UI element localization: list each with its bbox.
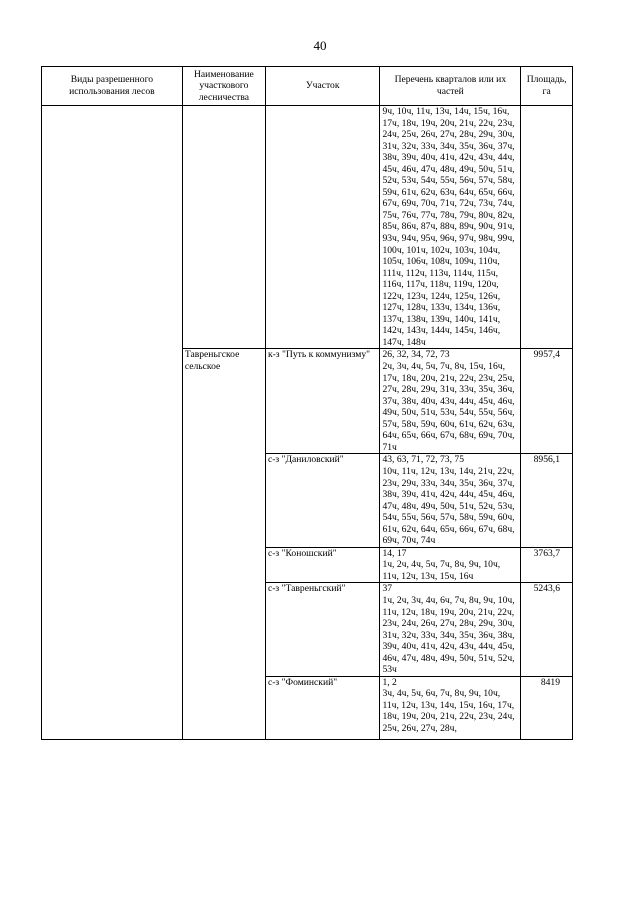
forestry-cell: [182, 106, 265, 349]
header-area: Площадь, га: [521, 67, 573, 106]
plot-cell: с-з "Даниловский": [265, 454, 380, 547]
header-quarters: Перечень кварталов или их частей: [380, 67, 521, 106]
quarters-cell: [380, 547, 521, 583]
table-row: [42, 106, 573, 349]
header-plot: Участок: [265, 67, 380, 106]
quarters-full: 37: [382, 583, 393, 595]
plot-cell: к-з "Путь к коммунизму": [265, 349, 380, 454]
area-cell: 3763,7: [521, 547, 573, 583]
plot-cell: с-з "Коношский": [265, 547, 380, 583]
quarters-full: 26, 32, 34, 72, 73: [382, 349, 450, 361]
forest-use-table: [41, 66, 573, 740]
quarters-full: 43, 63, 71, 72, 73, 75: [382, 454, 464, 466]
table-header-row: [42, 67, 573, 106]
area-cell: [521, 106, 573, 349]
use-type-cell: [42, 106, 183, 740]
area-cell: 8956,1: [521, 454, 573, 547]
area-cell: 5243,6: [521, 583, 573, 676]
quarters-clip: [382, 677, 518, 739]
plot-cell: с-з "Фоминский": [265, 676, 380, 739]
quarters-partial: 10ч, 11ч, 12ч, 13ч, 14ч, 21ч, 22ч, 23ч, 29ч, 33ч, 34ч, 35ч, 36ч, 37ч, 38ч, 39ч, 41ч, 42ч, 44ч, 45ч, 46ч, 47ч, 48ч, 49ч, 50ч, 51ч, 52ч, 53ч, 54ч, 55ч, 56ч, 57ч, 58ч, 59ч, 60ч, 61ч, 62ч, 64ч, 65ч, 66ч, 67ч, 68ч, 69ч, 70ч, 74ч: [382, 465, 515, 547]
quarters-cell: [380, 454, 521, 547]
quarters-partial: 3ч, 4ч, 5ч, 6ч, 7ч, 8ч, 9ч, 10ч, 11ч, 12ч, 13ч, 14ч, 15ч, 16ч, 17ч, 18ч, 19ч, 20ч, 21ч, 22ч, 23ч, 24ч, 25ч, 26ч, 27ч, 28ч,: [382, 688, 515, 734]
area-cell: 9957,4: [521, 349, 573, 454]
quarters-partial: 2ч, 3ч, 4ч, 5ч, 7ч, 8ч, 15ч, 16ч, 17ч, 18ч, 20ч, 21ч, 22ч, 23ч, 25ч, 27ч, 28ч, 29ч, 31ч, 33ч, 35ч, 36ч, 37ч, 38ч, 40ч, 43ч, 44ч, 45ч, 46ч, 49ч, 50ч, 51ч, 53ч, 54ч, 55ч, 56ч, 57ч, 58ч, 59ч, 60ч, 61ч, 62ч, 63ч, 64ч, 65ч, 66ч, 67ч, 68ч, 69ч, 70ч, 71ч: [382, 361, 515, 453]
plot-cell: [265, 106, 380, 349]
quarters-cell: [380, 106, 521, 349]
quarters-cell: [380, 349, 521, 454]
header-use-type: Виды разрешенного использования лесов: [42, 67, 183, 106]
area-cell: 8419: [521, 676, 573, 739]
quarters-cell: [380, 676, 521, 739]
quarters-continuation: 9ч, 10ч, 11ч, 13ч, 14ч, 15ч, 16ч, 17ч, 18ч, 19ч, 20ч, 21ч, 22ч, 23ч, 24ч, 25ч, 26ч, 27ч, 28ч, 29ч, 30ч, 31ч, 32ч, 33ч, 34ч, 35ч, 36ч, 37ч, 38ч, 39ч, 40ч, 41ч, 42ч, 43ч, 44ч, 45ч, 46ч, 47ч, 48ч, 49ч, 50ч, 51ч, 52ч, 53ч, 54ч, 55ч, 56ч, 57ч, 58ч, 59ч, 61ч, 62ч, 63ч, 64ч, 65ч, 66ч, 67ч, 69ч, 70ч, 71ч, 72ч, 73ч, 74ч, 75ч, 76ч, 77ч, 78ч, 79ч, 80ч, 82ч, 85ч, 86ч, 87ч, 88ч, 89ч, 90ч, 91ч, 93ч, 94ч, 95ч, 96ч, 97ч, 98ч, 99ч, 100ч, 101ч, 102ч, 103ч, 104ч, 105ч, 106ч, 108ч, 109ч, 110ч, 111ч, 112ч, 113ч, 114ч, 115ч, 116ч, 117ч, 118ч, 119ч, 120ч, 122ч, 123ч, 124ч, 125ч, 126ч, 127ч, 128ч, 133ч, 134ч, 136ч, 137ч, 138ч, 139ч, 140ч, 141ч, 142ч, 143ч, 144ч, 145ч, 146ч, 147ч, 148ч: [382, 106, 515, 348]
header-forestry: Наименование участкового лесничества: [182, 67, 265, 106]
quarters-cell: [380, 583, 521, 676]
quarters-partial: 1ч, 2ч, 3ч, 4ч, 6ч, 7ч, 8ч, 9ч, 10ч, 11ч, 12ч, 18ч, 19ч, 20ч, 21ч, 22ч, 23ч, 24ч, 26ч, 27ч, 28ч, 29ч, 30ч, 31ч, 32ч, 33ч, 34ч, 35ч, 36ч, 38ч, 39ч, 40ч, 41ч, 42ч, 43ч, 44ч, 45ч, 46ч, 47ч, 48ч, 49ч, 50ч, 51ч, 52ч, 53ч: [382, 594, 515, 676]
page-number: 40: [313, 38, 327, 53]
forestry-cell: Тавреньгское сельское: [182, 349, 265, 739]
quarters-full: 1, 2: [382, 676, 397, 688]
quarters-full: 14, 17: [382, 547, 407, 559]
plot-cell: с-з "Тавреньгский": [265, 583, 380, 676]
quarters-partial: 1ч, 2ч, 4ч, 5ч, 7ч, 8ч, 9ч, 10ч, 11ч, 12ч, 13ч, 15ч, 16ч: [382, 559, 501, 582]
